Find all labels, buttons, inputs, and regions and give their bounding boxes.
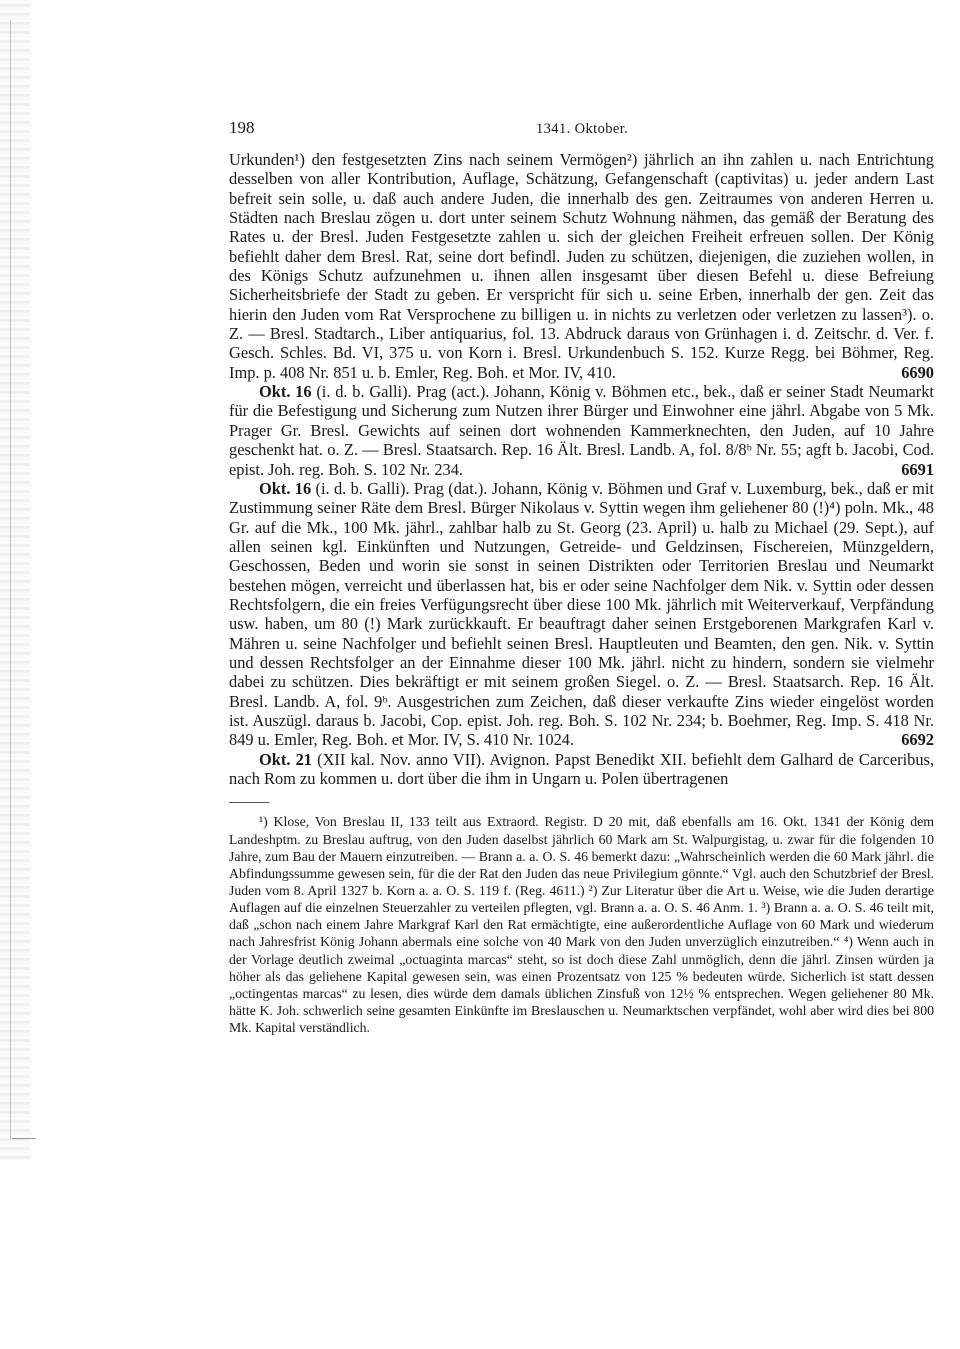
page-number: 198 — [229, 118, 255, 137]
main-text — [229, 150, 934, 788]
regest-number: 6690 — [901, 362, 934, 382]
regest-number: 6692 — [901, 730, 934, 750]
entry-date: Okt. 16 — [259, 382, 312, 402]
footnote-divider — [229, 802, 269, 803]
continuation-text: Urkunden¹) den festgesetzten Zins nach seinem Vermögen²) jährlich an ihn zahlen u. nach Entrichtung desselben von aller Kontribution, Auflage, Schätzung, Gefangenschaft (captivitas) u. jeder andern Last befreit sein solle, u. daß auch andere Juden, die innerhalb des gen. Zeitraumes von anderen Herren u. Städten nach Breslau zögen u. dort unter seinem Schutz Wohnung nähmen, das gemäß der Beratung des Rates u. der Bresl. Juden Festgesetzte zahlen u. sich der gleichen Freiheit erfreuen sollen. Der König befiehlt daher dem Bresl. Rat, seine dort befindl. Juden zu schützen, diejenigen, die zuziehen wollen, in des Königs Schutz aufzunehmen u. ihnen allen insgesamt über diesen Befehl u. diese Befreiung Sicherheitsbriefe der Stadt zu geben. Er verspricht für sich u. seine Erben, innerhalb der gen. Zeit das hierin den Juden vom Rat Versprochene zu billigen u. in nichts zu verletzen oder verletzen zu lassen³). o. Z. — Bresl. Stadtarch., Liber antiquarius, fol. 13. Abdruck daraus von Grünhagen i. d. Zeitschr. d. Ver. f. Gesch. Schles. Bd. VI, 375 u. von Korn i. Bresl. Urkundenbuch S. 152. Kurze Regg. bei Böhmer, Reg. Imp. p. 408 Nr. 851 u. b. Emler, Reg. Boh. et Mor. IV, 410. — [229, 150, 934, 382]
entry-date: Okt. 16 — [259, 478, 312, 498]
continuation-paragraph — [229, 150, 934, 382]
page — [229, 110, 934, 1036]
entry-text: (XII kal. Nov. anno VII). Avignon. Papst Benedikt XII. befiehlt dem Galhard de Carceribus, nach Rom zu kommen u. dort über die ihm in Ungarn u. Polen übertragenen — [229, 749, 934, 788]
regest-entry — [229, 750, 934, 789]
footnotes — [229, 813, 934, 1036]
page-header — [229, 110, 934, 140]
scan-corner-mark — [12, 1138, 36, 1139]
running-head: 1341. Oktober. — [536, 121, 629, 137]
entry-text: (i. d. b. Galli). Prag (act.). Johann, König v. Böhmen etc., bek., daß er seiner Stadt Neumarkt für die Befestigung und Sicherung zum Nutzen ihrer Bürger und Einwohner eine jährl. Abgabe von 5 Mk. Prager Gr. Bresl. Gewichts auf seinen dort wohnenden Kammerknechten, den Juden, auf 10 Jahre geschenkt hat. o. Z. — Bresl. Staatsarch. Rep. 16 Ält. Bresl. Landb. A, fol. 8/8ᵇ Nr. 55; agft b. Jacobi, Cod. epist. Joh. reg. Boh. S. 102 Nr. 234. — [229, 382, 934, 479]
scan-edge-line — [10, 20, 11, 1140]
entry-text: (i. d. b. Galli). Prag (dat.). Johann, König v. Böhmen und Graf v. Luxemburg, bek., daß er mit Zustimmung seiner Räte dem Bresl. Bürger Nikolaus v. Syttin wegen ihm geliehener 80 (!)⁴) poln. Mk., 48 Gr. auf die Mk., 100 Mk. jährl., zahlbar halb zu St. Georg (23. April) u. halb zu Michael (29. Sept.), auf allen seinen kgl. Einkünften und Nutzungen, Getreide- und Geldzinsen, Fischereien, Münzgeldern, Geschossen, Beden und worin sie sonst in seinen Distrikten oder Territorien Breslau und Neumarkt bestehen mögen, verreicht und überlassen hat, bis er oder seine Nachfolger dem Nik. v. Syttin oder dessen Rechtsfolgern, die ein freies Verfügungsrecht über diese 100 Mk. jährlich mit Weiterverkauf, Verpfändung usw. haben, um 80 (!) Mark zurückkauft. Er beauftragt daher seinen Erstgeborenen Markgrafen Karl v. Mähren u. seine Nachfolger und befiehlt seinen Bresl. Hauptleuten und Beamten, den gen. Nik. v. Syttin und dessen Rechtsfolger an der Einnahme dieser 100 Mk. jährl. nicht zu hindern, sondern sie vielmehr dabei zu schützen. Dies bekräftigt er mit seinem großen Siegel. o. Z. — Bresl. Staatsarch. Rep. 16 Ält. Bresl. Landb. A, fol. 9ᵇ. Ausgestrichen zum Zeichen, daß dieser verkaufte Zins wieder eingelöst worden ist. Auszügl. daraus b. Jacobi, Cop. epist. Joh. reg. Boh. S. 102 Nr. 234; b. Boehmer, Reg. Imp. S. 418 Nr. 849 u. Emler, Reg. Boh. et Mor. IV, S. 410 Nr. 1024. — [229, 478, 934, 750]
regest-entry — [229, 382, 934, 479]
scan-edge-artifact — [0, 0, 30, 1160]
entry-date: Okt. 21 — [259, 749, 312, 769]
footnote-text: ¹) Klose, Von Breslau II, 133 teilt aus Extraord. Registr. D 20 mit, daß ebenfalls am 16. Okt. 1341 der König dem Landeshptm. zu Breslau auftrug, von den Juden daselbst jährlich 60 Mark am St. Walpurgistag, u. zwar für die folgenden 10 Jahre, zum Bau der Mauern einzutreiben. — Brann a. a. O. S. 46 bemerkt dazu: „Wahrscheinlich werden die 60 Mark jährl. die Abfindungssumme gewesen sein, für die der Rat den Juden das neue Privilegium gönnte.“ Vgl. auch den Schutzbrief der Bresl. Juden vom 8. April 1327 b. Korn a. a. O. S. 119 f. (Reg. 4611.) ²) Zur Literatur über die Art u. Weise, wie die Juden derartige Auflagen auf die einzelnen Steuerzahler zu verteilen pflegten, vgl. Brann a. a. O. S. 46 Anm. 1. ³) Brann a. a. O. S. 46 teilt mit, daß „schon nach einem Jahre Markgraf Karl den Rat ermächtigte, eine außerordentliche Auflage von 60 Mark und wiederum nach Jahresfrist König Johann abermals eine solche von 40 Mark von den Juden unverzüglich einzutreiben.“ ⁴) Wenn auch in der Vorlage deutlich zweimal „octuaginta marcas“ steht, so ist doch diese Zahl unmöglich, denn die jährl. Zinsen würden ja höher als das geliehene Kapital gewesen sein, was einen Prozentsatz von 125 % bedeuten würde. Sicherlich ist statt dessen „octingentas marcas“ zu lesen, dies würde dem damals üblichen Zinsfuß von 12½ % entsprechen. Wegen geliehener 80 Mk. hätte K. Joh. schwerlich seine gesamten Einkünfte im Breslauschen u. Neumarktschen verpfändet, wohl aber wird dies bei 800 Mk. Kapital verständlich. — [229, 814, 934, 1036]
regest-number: 6691 — [901, 459, 934, 479]
regest-entry — [229, 479, 934, 750]
